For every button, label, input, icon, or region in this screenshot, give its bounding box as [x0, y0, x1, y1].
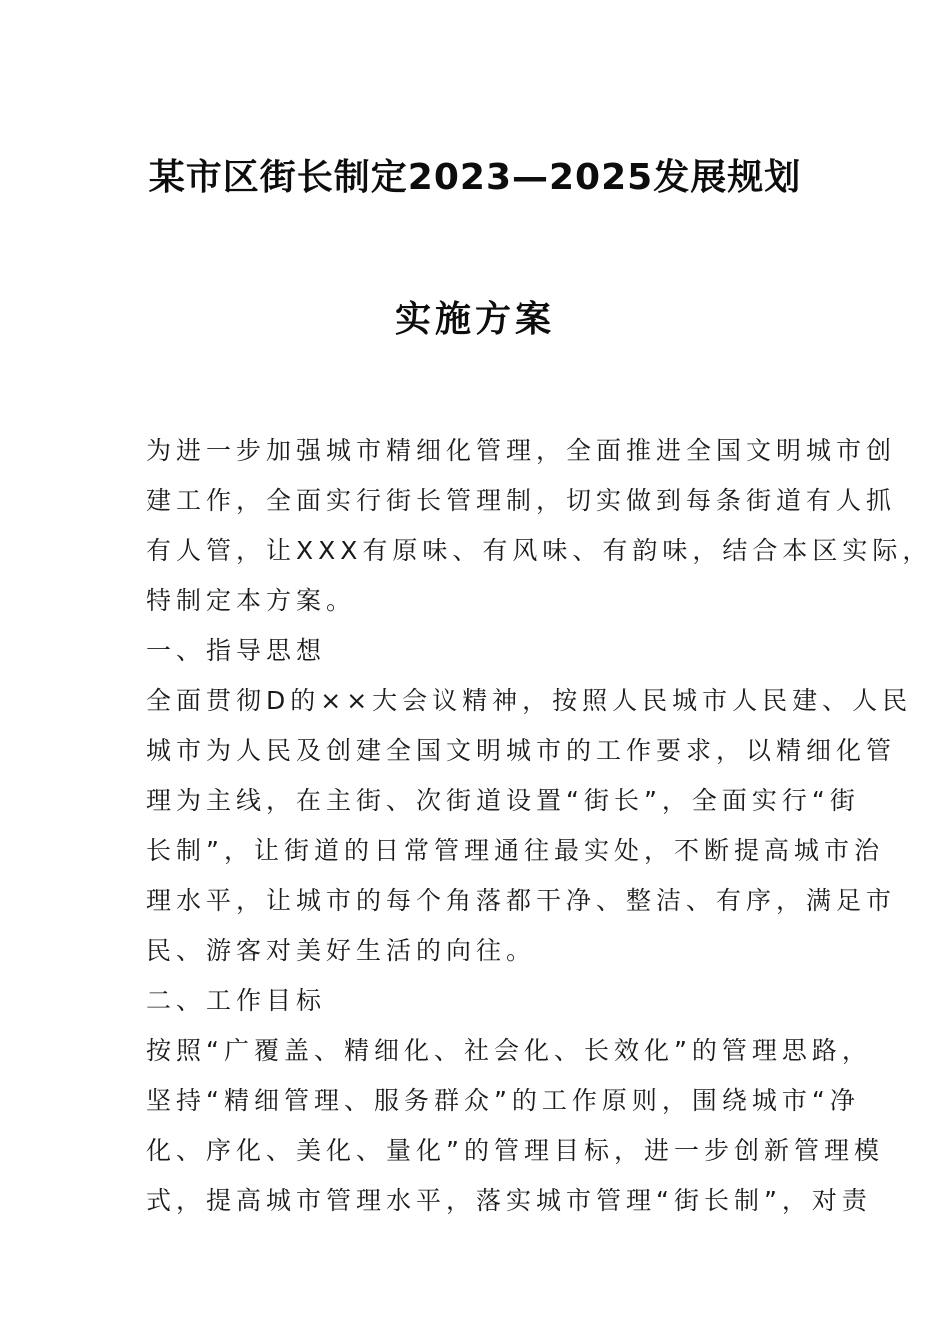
work-goals-line: 化、序化、美化、量化”的管理目标，进一步创新管理模: [146, 1136, 884, 1165]
intro-line: 建工作，全面实行街长管理制，切实做到每条街道有人抓: [146, 486, 897, 515]
intro-line: 有人管，让XXX有原味、有风味、有韵味，结合本区实际，: [146, 536, 933, 565]
guiding-ideology-paragraph: [146, 676, 913, 976]
document-title-line-2: 实施方案: [394, 299, 555, 340]
guiding-ideology-line: 长制”，让街道的日常管理通往最实处，不断提高城市治: [146, 836, 884, 865]
guiding-ideology-line: 民、游客对美好生活的向往。: [146, 936, 537, 965]
intro-line: 特制定本方案。: [146, 586, 357, 615]
document-body: [146, 426, 933, 1226]
intro-line: 为进一步加强城市精细化管理，全面推进全国文明城市创: [146, 436, 897, 465]
section-heading-work-goals: 二、工作目标: [146, 986, 327, 1015]
work-goals-line: 按照“广覆盖、精细化、社会化、长效化”的管理思路，: [146, 1036, 872, 1065]
document-title-line-1: 某市区街长制定2023—2025发展规划: [148, 157, 802, 198]
section-heading-guiding-ideology: 一、指导思想: [146, 636, 327, 665]
guiding-ideology-line: 理水平，让城市的每个角落都干净、整洁、有序，满足市: [146, 886, 897, 915]
guiding-ideology-line: 城市为人民及创建全国文明城市的工作要求，以精细化管: [146, 736, 897, 765]
guiding-ideology-line: 理为主线，在主街、次街道设置“街长”，全面实行“街: [146, 786, 860, 815]
work-goals-paragraph: [146, 1026, 884, 1226]
work-goals-line: 式，提高城市管理水平，落实城市管理“街长制”，对责: [146, 1186, 872, 1215]
intro-paragraph: [146, 426, 933, 626]
work-goals-line: 坚持“精细管理、服务群众”的工作原则，围绕城市“净: [146, 1086, 860, 1115]
guiding-ideology-line: 全面贯彻D的××大会议精神，按照人民城市人民建、人民: [146, 686, 913, 715]
